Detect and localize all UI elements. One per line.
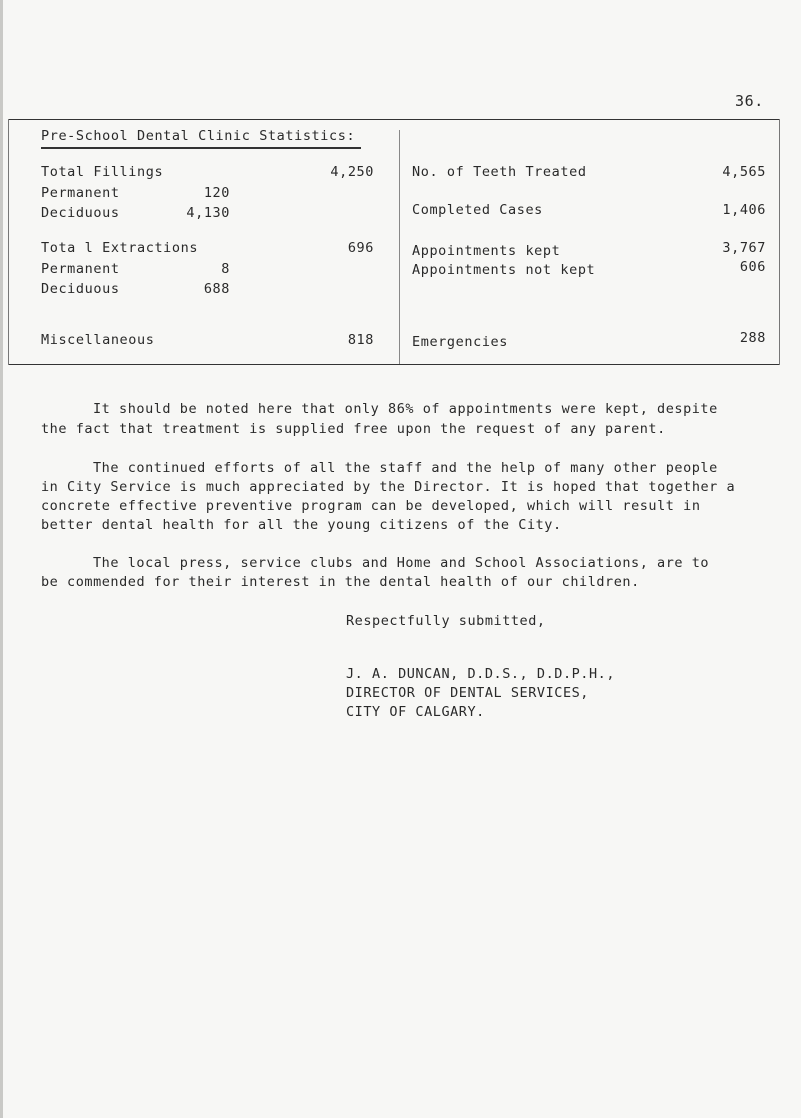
extractions-deciduous-value: 688	[203, 281, 230, 297]
table-divider	[399, 130, 400, 364]
appointments-kept-label: Appointments kept	[412, 243, 561, 259]
paragraph-line: concrete effective preventive program can be developed, which will result in	[41, 498, 701, 514]
page-edge	[0, 0, 3, 1118]
extractions-label: Tota l Extractions	[41, 240, 199, 256]
paragraph-line: in City Service is much appreciated by the Director. It is hoped that together a	[41, 479, 736, 495]
table-bottom-rule	[8, 364, 780, 365]
extractions-value: 696	[347, 240, 374, 256]
signatory-name: J. A. DUNCAN, D.D.S., D.D.P.H.,	[346, 666, 616, 682]
paragraph-line: be commended for their interest in the dental health of our children.	[41, 574, 640, 590]
extractions-deciduous-label: Deciduous	[41, 281, 120, 297]
misc-value: 818	[347, 332, 374, 348]
emergencies-value: 288	[739, 330, 766, 346]
paragraph-line: The continued efforts of all the staff and the help of many other people	[93, 460, 718, 476]
appointments-not-kept-label: Appointments not kept	[412, 262, 596, 278]
signatory-position: DIRECTOR OF DENTAL SERVICES,	[346, 685, 589, 701]
table-right-rule	[779, 119, 780, 365]
emergencies-label: Emergencies	[412, 334, 509, 350]
fillings-label: Total Fillings	[41, 164, 164, 180]
fillings-value: 4,250	[330, 164, 374, 180]
signatory-city: CITY OF CALGARY.	[346, 704, 485, 720]
fillings-permanent-value: 120	[203, 185, 230, 201]
appointments-kept-value: 3,767	[722, 240, 766, 256]
fillings-deciduous-value: 4,130	[186, 205, 230, 221]
salutation: Respectfully submitted,	[346, 613, 546, 629]
paragraph-line: The local press, service clubs and Home and School Associations, are to	[93, 555, 710, 571]
table-left-rule	[8, 119, 9, 365]
title-underline	[41, 147, 361, 149]
paragraph-line: the fact that treatment is supplied free upon the request of any parent.	[41, 421, 666, 437]
fillings-deciduous-label: Deciduous	[41, 205, 120, 221]
appointments-not-kept-value: 606	[739, 259, 766, 275]
misc-label: Miscellaneous	[41, 332, 155, 348]
paragraph-line: It should be noted here that only 86% of appointments were kept, despite	[93, 401, 718, 417]
table-top-rule	[8, 119, 780, 120]
completed-cases-value: 1,406	[722, 202, 766, 218]
teeth-treated-label: No. of Teeth Treated	[412, 164, 587, 180]
table-title: Pre-School Dental Clinic Statistics:	[41, 128, 356, 144]
page-number: 36.	[735, 92, 764, 110]
paragraph-line: better dental health for all the young citizens of the City.	[41, 517, 562, 533]
extractions-permanent-label: Permanent	[41, 261, 120, 277]
teeth-treated-value: 4,565	[722, 164, 766, 180]
extractions-permanent-value: 8	[221, 261, 230, 277]
completed-cases-label: Completed Cases	[412, 202, 543, 218]
fillings-permanent-label: Permanent	[41, 185, 120, 201]
